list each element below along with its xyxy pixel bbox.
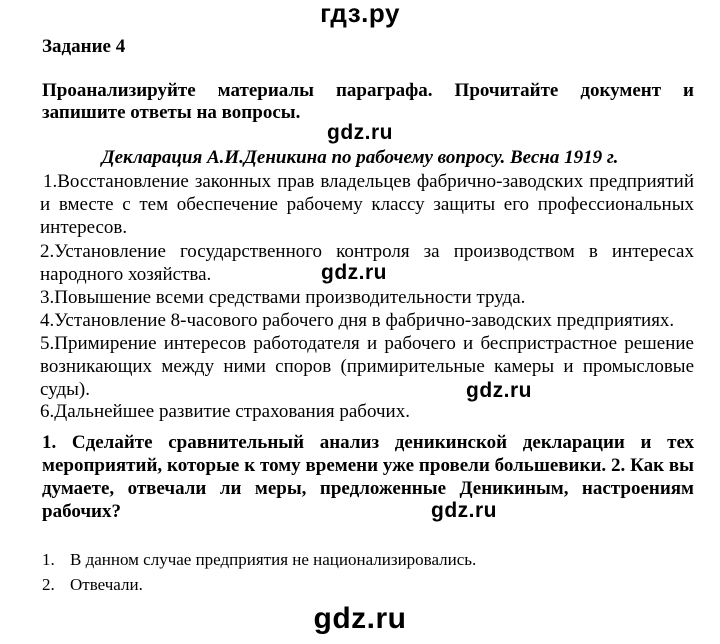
answer-item-1 — [42, 547, 682, 572]
document-title: Декларация А.И.Деникина по рабочему вопросу. Весна 1919 г. — [101, 147, 619, 168]
watermark-top: гдз.ру — [320, 0, 400, 28]
watermark-inline-3: gdz.ru — [466, 379, 532, 402]
watermark-inline-2: gdz.ru — [321, 261, 387, 284]
document-item-2: 2.Установление государственного контроля за производством в интересах народного хозяйства. — [40, 241, 694, 285]
document-item-4: 4.Установление 8-часового рабочего дня в фабрично-заводских предприятиях. — [40, 310, 675, 331]
document-item-3: 3.Повышение всеми средствами производительности труда. — [40, 287, 526, 308]
answer-number: 2. — [42, 575, 55, 594]
answer-text: Отвечали. — [70, 575, 143, 594]
answer-text: В данном случае предприятия не национализировались. — [70, 550, 477, 569]
answer-number: 1. — [42, 550, 55, 569]
task-instruction: Проанализируйте материалы параграфа. Прочитайте документ и запишите ответы на вопросы. — [42, 80, 694, 123]
document-item-5: 5.Примирение интересов работодателя и рабочего и беспристрастное решение возникающих между ними споров (примирительные камеры и промысловые суды). — [40, 333, 694, 400]
questions-text: 1. Сделайте сравнительный анализ деникинской декларации и тех мероприятий, которые к тому времени уже провели большевики. 2. Как вы думаете, отвечали ли меры, предложенные Деникиным, настроениям рабочих? — [42, 432, 694, 522]
watermark-inline-1: gdz.ru — [327, 121, 393, 144]
watermark-bottom: gdz.ru — [313, 602, 407, 635]
document-item-6: 6.Дальнейшее развитие страхования рабочих. — [40, 401, 410, 422]
answers-list — [42, 547, 682, 597]
watermark-inline-4: gdz.ru — [431, 499, 497, 522]
document-item-1: 1.Восстановление законных прав владельцев фабрично-заводских предприятий и вместе с тем обеспечение рабочему классу защиты его профессиональных интересов. — [40, 171, 694, 238]
task-title: Задание 4 — [42, 36, 126, 57]
answer-item-2 — [42, 572, 682, 597]
